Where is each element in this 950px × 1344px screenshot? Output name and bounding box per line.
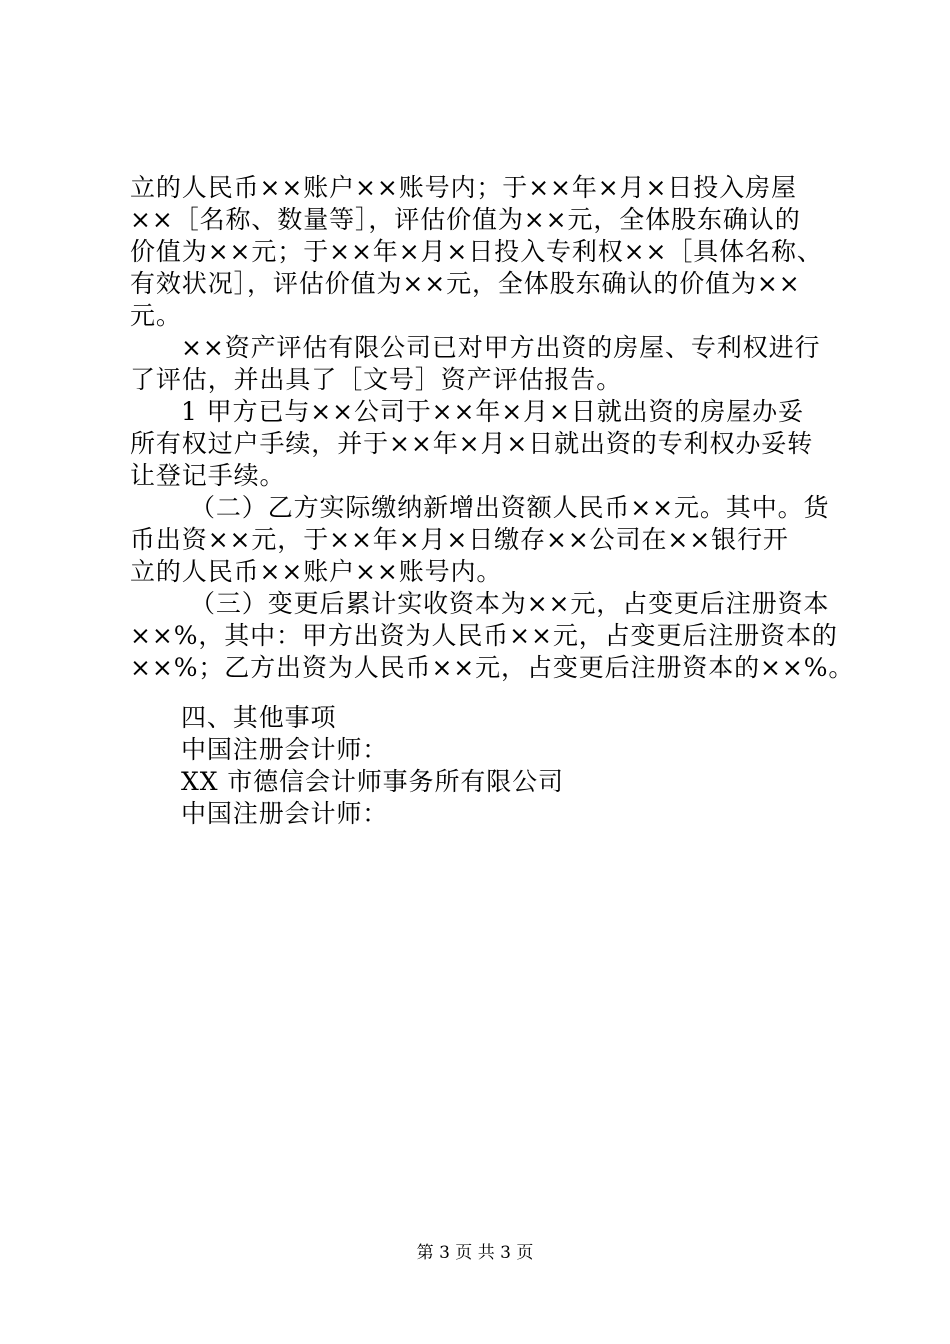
page-number-footer: 第 3 页 共 3 页 [416, 1243, 534, 1263]
text-line: 了评估，并出具了［文号］资产评估报告。 [130, 365, 623, 394]
text-line: 1 甲方已与××公司于××年×月×日就出资的房屋办妥 [181, 397, 804, 426]
text-line: （二）乙方实际缴纳新增出资额人民币××元。其中。货 [190, 493, 830, 522]
paragraph-party-b-contribution [130, 492, 830, 588]
text-line: 立的人民币××账户××账号内。 [130, 557, 503, 586]
text-line: 价值为××元；于××年×月×日投入专利权××［具体名称、 [130, 237, 823, 266]
paragraph-ownership-transfer [130, 396, 830, 492]
signature-line: 中国注册会计师： [181, 799, 389, 828]
text-line: 有效状况］，评估价值为××元，全体股东确认的价值为×× [130, 269, 801, 298]
text-line: （三）变更后累计实收资本为××元，占变更后注册资本 [190, 589, 830, 618]
section-heading: 四、其他事项 [181, 703, 337, 732]
paragraph-asset-appraisal [130, 332, 830, 396]
text-line: ××［名称、数量等］，评估价值为××元，全体股东确认的 [130, 205, 801, 234]
text-line: 立的人民币××账户××账号内；于××年×月×日投入房屋 [130, 173, 797, 202]
section-spacer [130, 684, 830, 702]
signature-line: 中国注册会计师： [181, 735, 389, 764]
firm-name: XX 市德信会计师事务所有限公司 [181, 767, 564, 796]
text-line: 币出资××元，于××年×月×日缴存××公司在××银行开 [130, 525, 789, 554]
text-line: 元。 [130, 301, 182, 330]
text-line: ××%；乙方出资为人民币××元，占变更后注册资本的××%。 [130, 653, 855, 682]
text-line: ××资产评估有限公司已对甲方出资的房屋、专利权进行 [181, 333, 821, 362]
text-line: 让登记手续。 [130, 461, 286, 490]
text-line: ××%，其中：甲方出资为人民币××元，占变更后注册资本的 [130, 621, 838, 650]
text-line: 所有权过户手续，并于××年×月×日就出资的专利权办妥转 [130, 429, 814, 458]
section-other-matters [130, 702, 830, 830]
paragraph-cumulative-capital [130, 588, 855, 684]
document-body [130, 172, 855, 830]
paragraph-capital-contribution [130, 172, 830, 332]
